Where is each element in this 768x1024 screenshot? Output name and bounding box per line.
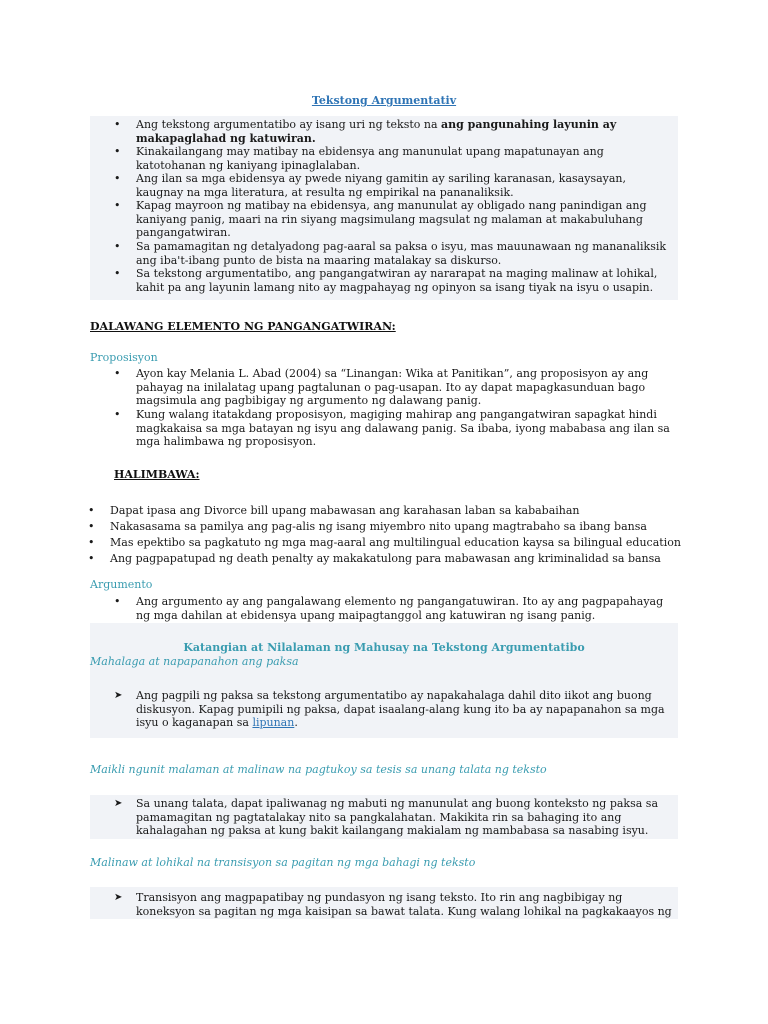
bullet-icon: •: [114, 267, 121, 280]
bullet-text: Sa pamamagitan ng detalyadong pag-aaral sa paksa o isyu, mas mauunawaan ng mananaliksik ang iba't-ibang punto de bista na maaring matalakay sa diskurso.: [136, 240, 667, 267]
bullet-icon: •: [114, 595, 121, 608]
bullet-icon: •: [114, 118, 121, 131]
section-label: Mahalaga at napapanahon ang paksa: [90, 655, 299, 668]
katangian-heading: Katangian at Nilalaman ng Mahusay na Tekstong Argumentatibo: [183, 641, 585, 654]
list-item: [88, 520, 710, 536]
bullet-bold-text: ang pangunahing layunin ay makapaglahad ng katuwiran.: [136, 118, 617, 145]
section-label: Maikli ngunit malaman at malinaw na pagtukoy sa tesis sa unang talata ng teksto: [90, 763, 547, 776]
bullet-text: Kapag mayroon ng matibay na ebidensya, ang manunulat ay obligado nang panindigan ang kaniyang panig, maari na rin siyang magsimulang magsulat ng malaman at makabuluhang pangangatwiran.: [136, 199, 647, 239]
list-item: [114, 145, 672, 172]
bullet-icon: •: [114, 172, 121, 185]
list-item: [114, 118, 672, 145]
proposisyon-bullet-list: [114, 367, 672, 449]
list-item: [88, 552, 710, 568]
example-text: Ang pagpapatupad ng death penalty ay makakatulong para mabawasan ang kriminalidad sa bansa: [110, 552, 661, 565]
bullet-icon: •: [88, 552, 95, 565]
section-text: Transisyon ang magpapatibay ng pundasyon ng isang teksto. Ito rin ang nagbibigay ng koneksyon sa pagitan ng mga kaisipan sa bawat talata. Kung walang lohikal na pagkakaayos ng: [136, 891, 672, 918]
list-item: [88, 536, 710, 552]
example-text: Nakasasama sa pamilya ang pag-alis ng isang miyembro nito upang magtrabaho sa ibang bansa: [110, 520, 647, 533]
arrow-bullet-icon: ➤: [114, 690, 123, 701]
argumento-label: Argumento: [90, 578, 153, 591]
example-text: Dapat ipasa ang Divorce bill upang mabawasan ang karahasan laban sa kababaihan: [110, 504, 580, 517]
bullet-icon: •: [114, 240, 121, 253]
bullet-icon: •: [114, 408, 121, 421]
bullet-text: Sa tekstong argumentatibo, ang pangangatwiran ay nararapat na maging malinaw at lohikal, kahit pa ang layunin lamang nito ay magpahayag ng opinyon sa isang tiyak na isyu o usapin.: [136, 267, 658, 294]
section-text: Sa unang talata, dapat ipaliwanag ng mabuti ng manunulat ang buong konteksto ng paksa sa pamamagitan ng pagtatalakay nito sa pangkalahatan. Makikita rin sa bahaging ito ang kahalagahan ng paksa at kung bakit kailangang makialam ng mambabasa sa nasabing isyu.: [136, 797, 659, 837]
list-item: [114, 891, 672, 918]
list-item: [114, 267, 672, 294]
list-item: [114, 367, 672, 408]
proposisyon-label: Proposisyon: [90, 351, 158, 364]
example-text: Mas epektibo sa pagkatuto ng mga mag-aaral ang multilingual education kaysa sa bilingual education: [110, 536, 681, 549]
section-label: Malinaw at lohikal na transisyon sa pagitan ng mga bahagi ng teksto: [90, 856, 476, 869]
argumento-bullet-list: [114, 595, 672, 622]
bullet-text: Ayon kay Melania L. Abad (2004) sa “Linangan: Wika at Panitikan”, ang proposisyon ay ang pahayag na inilalatag upang pagtalunan o pag-usapan. Ito ay dapat mapagkasunduan bago magsimula ang pagbibigay ng argumento ng dalawang panig.: [136, 367, 649, 407]
section-bullet-list: [114, 891, 672, 919]
list-item: [114, 595, 672, 622]
bullet-icon: •: [114, 367, 121, 380]
list-item: [114, 199, 672, 240]
section-text-end: .: [294, 716, 298, 729]
list-item: [114, 172, 672, 199]
section-bullet-list: [114, 689, 672, 730]
lipunan-link[interactable]: lipunan: [252, 716, 295, 729]
bullet-text: Ang argumento ay ang pangalawang elemento ng pangangatuwiran. Ito ay ang pagpapahayag ng mga dahilan at ebidensya upang maipagtanggol ang katuwiran ng isang panig.: [136, 595, 664, 622]
list-item: [114, 240, 672, 267]
list-item: [114, 797, 672, 838]
intro-bullet-list: [114, 118, 672, 294]
arrow-bullet-icon: ➤: [114, 798, 123, 809]
halimbawa-list: [88, 504, 710, 568]
list-item: [114, 408, 672, 449]
section-bullet-list: [114, 797, 672, 838]
bullet-text: Kung walang itatakdang proposisyon, magiging mahirap ang pangangatwiran sapagkat hindi magkakaisa sa mga batayan ng isyu ang dalawang panig. Sa ibaba, iyong mababasa ang ilan sa mga halimbawa ng proposisyon.: [136, 408, 670, 448]
bullet-icon: •: [88, 520, 95, 533]
bullet-icon: •: [88, 504, 95, 517]
bullet-text: Ang tekstong argumentatibo ay isang uri ng teksto na: [136, 118, 442, 131]
list-item: [114, 689, 672, 730]
arrow-bullet-icon: ➤: [114, 892, 123, 903]
elements-heading: DALAWANG ELEMENTO NG PANGANGATWIRAN:: [90, 320, 396, 333]
bullet-icon: •: [88, 536, 95, 549]
section-text: Ang pagpili ng paksa sa tekstong argumentatibo ay napakahalaga dahil dito iikot ang buong diskusyon. Kapag pumipili ng paksa, dapat isaalang-alang kung ito ba ay napapanahon sa mga isyu o kaganapan sa: [136, 689, 665, 729]
bullet-text: Kinakailangang may matibay na ebidensya ang manunulat upang mapatunayan ang katotohanan ng kaniyang ipinaglalaban.: [136, 145, 604, 172]
document-title: Tekstong Argumentativ: [311, 94, 457, 107]
list-item: [88, 504, 710, 520]
bullet-icon: •: [114, 145, 121, 158]
bullet-icon: •: [114, 199, 121, 212]
halimbawa-heading: HALIMBAWA:: [114, 468, 200, 481]
bullet-text: Ang ilan sa mga ebidensya ay pwede niyang gamitin ay sariling karanasan, kasaysayan, kaugnay na mga literatura, at resulta ng empirikal na pananaliksik.: [136, 172, 627, 199]
